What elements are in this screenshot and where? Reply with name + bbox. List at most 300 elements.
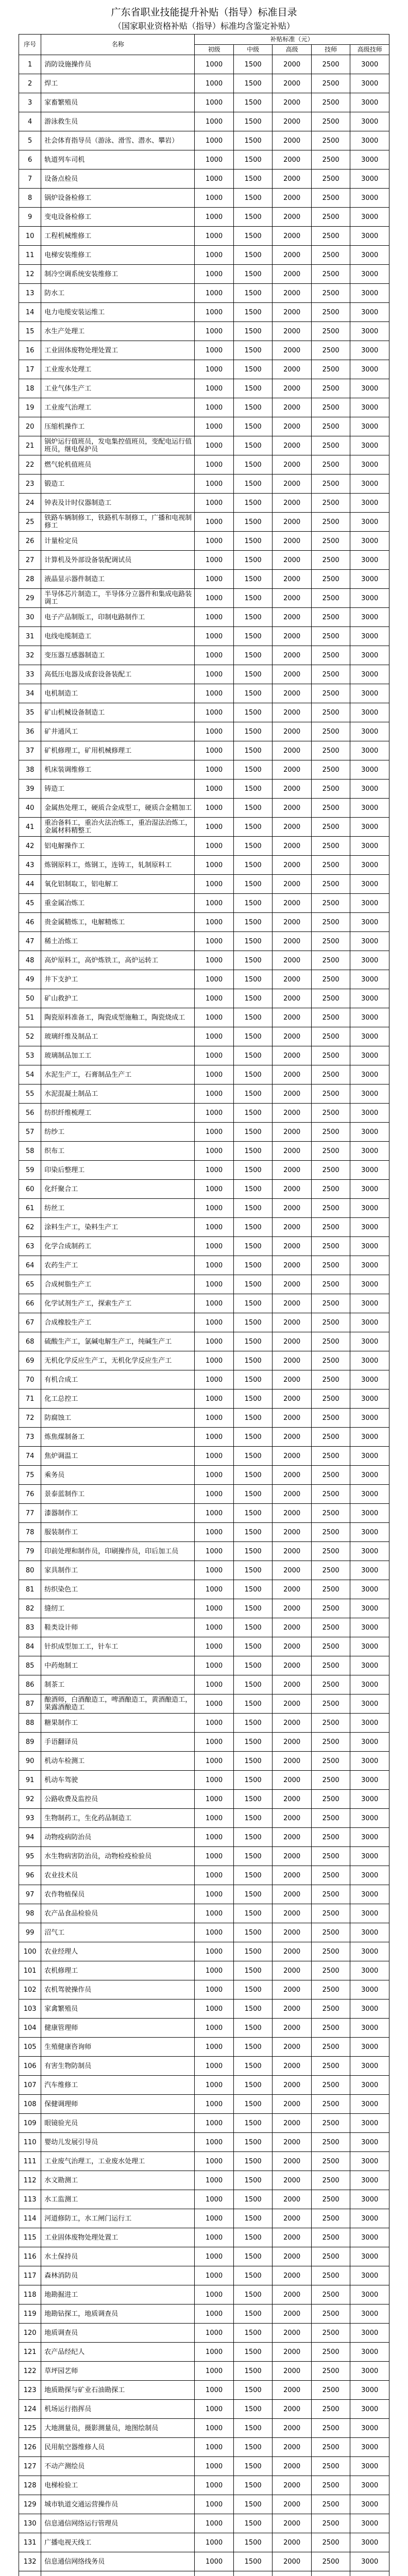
row-number: 106 <box>19 2057 41 2076</box>
row-number: 44 <box>19 875 41 894</box>
subsidy-amount: 1000 <box>195 1504 234 1523</box>
table-row <box>19 2266 389 2285</box>
subsidy-amount: 1500 <box>233 1275 273 1294</box>
subsidy-amount: 1000 <box>195 951 234 970</box>
subsidy-amount: 1500 <box>233 1809 273 1828</box>
subsidy-amount: 2000 <box>273 2076 312 2095</box>
subsidy-amount: 1500 <box>233 1694 273 1714</box>
row-number: 87 <box>19 1694 41 1714</box>
row-number: 18 <box>19 379 41 398</box>
subsidy-amount: 3000 <box>350 1428 389 1447</box>
subsidy-amount: 2000 <box>273 589 312 608</box>
subsidy-amount: 1500 <box>233 1142 273 1161</box>
row-number: 14 <box>19 303 41 322</box>
subsidy-amount: 1000 <box>195 2285 234 2304</box>
subsidy-amount: 3000 <box>350 1828 389 1847</box>
occupation-name: 轨道列车司机 <box>41 150 195 170</box>
row-number: 17 <box>19 360 41 379</box>
table-row <box>19 1885 389 1904</box>
subsidy-amount: 2000 <box>273 1370 312 1389</box>
subsidy-amount: 2000 <box>273 2057 312 2076</box>
subsidy-amount: 1500 <box>233 970 273 989</box>
subsidy-amount: 1000 <box>195 1714 234 1733</box>
table-row <box>19 1752 389 1771</box>
table-row <box>19 2038 389 2057</box>
occupation-name: 重金属冶炼工 <box>41 894 195 913</box>
subsidy-amount: 1500 <box>233 665 273 684</box>
subsidy-amount: 1500 <box>233 1561 273 1580</box>
subsidy-amount: 1000 <box>195 303 234 322</box>
subsidy-amount: 2000 <box>273 741 312 760</box>
table-row <box>19 779 389 799</box>
occupation-name: 乘务员 <box>41 1466 195 1485</box>
occupation-name: 婴幼儿发展引导员 <box>41 2133 195 2152</box>
subsidy-amount: 1000 <box>195 170 234 189</box>
subsidy-amount: 1500 <box>233 2552 273 2571</box>
subsidy-amount: 2500 <box>311 1618 350 1637</box>
page-title: 广东省职业技能提升补贴（指导）标准目录 <box>111 7 297 18</box>
table-row <box>19 398 389 417</box>
subsidy-amount: 1500 <box>233 189 273 208</box>
subsidy-amount: 1500 <box>233 627 273 646</box>
subsidy-amount: 2000 <box>273 1714 312 1733</box>
table-row <box>19 2533 389 2552</box>
subsidy-amount: 1500 <box>233 1733 273 1752</box>
subsidy-amount: 3000 <box>350 2152 389 2171</box>
subsidy-amount: 1500 <box>233 341 273 360</box>
row-number: 104 <box>19 2019 41 2038</box>
table-row <box>19 2457 389 2476</box>
row-number: 96 <box>19 1866 41 1885</box>
subsidy-amount: 3000 <box>350 1409 389 1428</box>
subsidy-amount: 3000 <box>350 455 389 474</box>
subsidy-amount: 1000 <box>195 2038 234 2057</box>
subsidy-amount: 2500 <box>311 2095 350 2114</box>
subsidy-amount: 1000 <box>195 1637 234 1656</box>
subsidy-amount: 2000 <box>273 322 312 341</box>
subsidy-amount: 2000 <box>273 837 312 856</box>
subsidy-amount: 2000 <box>273 2247 312 2266</box>
subsidy-amount: 3000 <box>350 532 389 551</box>
subsidy-amount: 2000 <box>273 1428 312 1447</box>
row-number: 1 <box>19 55 41 74</box>
table-row <box>19 227 389 246</box>
row-number: 132 <box>19 2552 41 2571</box>
subsidy-amount: 2500 <box>311 1980 350 1999</box>
subsidy-amount: 3000 <box>350 379 389 398</box>
occupation-name: 电力电缆安装运维工 <box>41 303 195 322</box>
row-number: 92 <box>19 1790 41 1809</box>
subsidy-amount: 2000 <box>273 1866 312 1885</box>
row-number: 75 <box>19 1466 41 1485</box>
subsidy-amount: 3000 <box>350 360 389 379</box>
table-row <box>19 55 389 74</box>
subsidy-amount <box>195 2571 234 2576</box>
subsidy-amount: 2000 <box>273 1504 312 1523</box>
occupation-name: 机动车驾驶 <box>41 1771 195 1790</box>
occupation-name: 河道修防工，水工闸门运行工 <box>41 2209 195 2228</box>
table-row <box>19 189 389 208</box>
subsidy-amount: 1000 <box>195 894 234 913</box>
row-number: 65 <box>19 1275 41 1294</box>
table-row <box>19 875 389 894</box>
subsidy-amount: 1500 <box>233 170 273 189</box>
header-no: 序号 <box>19 35 41 55</box>
row-number: 97 <box>19 1885 41 1904</box>
subsidy-amount: 3000 <box>350 1389 389 1409</box>
subsidy-amount: 1000 <box>195 532 234 551</box>
table-row <box>19 2419 389 2438</box>
subsidy-amount: 2500 <box>311 1580 350 1599</box>
row-number: 7 <box>19 170 41 189</box>
subsidy-amount: 3000 <box>350 494 389 513</box>
table-row <box>19 1199 389 1218</box>
row-number: 31 <box>19 627 41 646</box>
occupation-name: 沼气工 <box>41 1923 195 1942</box>
row-number: 71 <box>19 1389 41 1409</box>
occupation-name: 家畜繁殖员 <box>41 93 195 112</box>
table-row <box>19 2209 389 2228</box>
subsidy-amount: 2000 <box>273 246 312 265</box>
subsidy-amount: 3000 <box>350 627 389 646</box>
subsidy-amount: 1000 <box>195 970 234 989</box>
subsidy-amount: 2000 <box>273 2095 312 2114</box>
table-row <box>19 1866 389 1885</box>
subsidy-amount: 3000 <box>350 1733 389 1752</box>
subsidy-amount: 2500 <box>311 1370 350 1389</box>
subsidy-amount: 2000 <box>273 1046 312 1065</box>
row-number: 81 <box>19 1580 41 1599</box>
occupation-name: 稀土冶炼工 <box>41 932 195 951</box>
subsidy-amount: 2500 <box>311 2133 350 2152</box>
subsidy-amount: 1500 <box>233 1389 273 1409</box>
subsidy-amount: 1500 <box>233 1599 273 1618</box>
subsidy-amount: 1500 <box>233 589 273 608</box>
subsidy-amount: 2500 <box>311 989 350 1008</box>
table-row <box>19 1847 389 1866</box>
row-number: 10 <box>19 227 41 246</box>
table-row <box>19 2362 389 2381</box>
row-number: 5 <box>19 131 41 150</box>
subsidy-amount: 2000 <box>273 779 312 799</box>
subsidy-amount: 2500 <box>311 684 350 703</box>
subsidy-amount: 2000 <box>273 455 312 474</box>
occupation-name: 工业气体生产工 <box>41 379 195 398</box>
row-number: 119 <box>19 2304 41 2324</box>
subsidy-amount: 3000 <box>350 341 389 360</box>
subsidy-amount: 3000 <box>350 1523 389 1542</box>
subsidy-amount: 2500 <box>311 1256 350 1275</box>
subsidy-amount: 2000 <box>273 1580 312 1599</box>
subsidy-amount: 2500 <box>311 2514 350 2533</box>
occupation-name: 化纤聚合工 <box>41 1180 195 1199</box>
subsidy-amount: 2000 <box>273 1694 312 1714</box>
subsidy-amount: 2500 <box>311 2057 350 2076</box>
occupation-name: 电机制造工 <box>41 684 195 703</box>
table-row <box>19 1675 389 1694</box>
subsidy-amount: 2000 <box>273 2476 312 2495</box>
row-number: 73 <box>19 1428 41 1447</box>
subsidy-amount: 2000 <box>273 2362 312 2381</box>
table-row <box>19 2247 389 2266</box>
subsidy-amount: 1000 <box>195 608 234 627</box>
subsidy-amount: 3000 <box>350 1942 389 1961</box>
table-row <box>19 455 389 474</box>
occupation-name: 炼钢原料工，炼钢工，连铸工，轧制原料工 <box>41 856 195 875</box>
subsidy-amount: 2500 <box>311 2552 350 2571</box>
subsidy-amount: 2000 <box>273 2381 312 2400</box>
subsidy-amount: 1000 <box>195 1694 234 1714</box>
row-number: 77 <box>19 1504 41 1523</box>
subsidy-amount: 1000 <box>195 2400 234 2419</box>
subsidy-amount: 1500 <box>233 2190 273 2209</box>
occupation-name: 广播电视天线工 <box>41 2533 195 2552</box>
row-number: 16 <box>19 341 41 360</box>
subsidy-amount: 2500 <box>311 760 350 779</box>
subsidy-amount: 1500 <box>233 303 273 322</box>
subsidy-amount: 2000 <box>273 1256 312 1275</box>
row-number: 121 <box>19 2343 41 2362</box>
occupation-name: 大地测量员，摄影测量员，地图绘制员 <box>41 2419 195 2438</box>
subsidy-amount: 3000 <box>350 2552 389 2571</box>
subsidy-amount: 1500 <box>233 2247 273 2266</box>
occupation-name: 漆器制作工 <box>41 1504 195 1523</box>
table-row <box>19 1809 389 1828</box>
row-number: 117 <box>19 2266 41 2285</box>
subsidy-amount: 1000 <box>195 1866 234 1885</box>
subsidy-amount: 2000 <box>273 1027 312 1046</box>
subsidy-amount: 2000 <box>273 1218 312 1237</box>
subsidy-amount: 3000 <box>350 170 389 189</box>
table-row <box>19 2285 389 2304</box>
occupation-name: 糖果制作工 <box>41 1714 195 1733</box>
subsidy-amount: 1500 <box>233 2457 273 2476</box>
subsidy-amount: 2000 <box>273 93 312 112</box>
table-row <box>19 2057 389 2076</box>
occupation-name: 生殖健康咨询师 <box>41 2038 195 2057</box>
row-number: 70 <box>19 1370 41 1389</box>
subsidy-amount: 1500 <box>233 2019 273 2038</box>
subsidy-amount: 1000 <box>195 722 234 741</box>
header-level: 高级技师 <box>350 45 389 55</box>
subsidy-amount: 3000 <box>350 398 389 417</box>
subsidy-amount: 1000 <box>195 1752 234 1771</box>
subsidy-amount: 1000 <box>195 1847 234 1866</box>
subsidy-amount: 2500 <box>311 627 350 646</box>
subsidy-amount: 2500 <box>311 436 350 455</box>
subsidy-amount: 1000 <box>195 1599 234 1618</box>
occupation-name: 工业废水处理工 <box>41 360 195 379</box>
header-level: 中级 <box>233 45 273 55</box>
subsidy-amount: 3000 <box>350 1637 389 1656</box>
subsidy-amount: 1500 <box>233 2095 273 2114</box>
subsidy-amount: 1000 <box>195 1065 234 1084</box>
table-row <box>19 93 389 112</box>
subsidy-amount: 3000 <box>350 513 389 532</box>
occupation-name: 化学试剂生产工，探索生产工 <box>41 1294 195 1313</box>
table-row <box>19 1656 389 1675</box>
subsidy-amount: 3000 <box>350 1656 389 1675</box>
subsidy-amount: 2000 <box>273 818 312 837</box>
row-number: 111 <box>19 2152 41 2171</box>
subsidy-amount: 3000 <box>350 1104 389 1123</box>
table-row <box>19 2171 389 2190</box>
subsidy-amount: 1000 <box>195 112 234 131</box>
occupation-name: 计量检定员 <box>41 532 195 551</box>
row-number: 24 <box>19 494 41 513</box>
occupation-name: 合成树脂生产工 <box>41 1275 195 1294</box>
subsidy-amount: 1000 <box>195 1656 234 1675</box>
subsidy-amount: 2500 <box>311 341 350 360</box>
row-number: 116 <box>19 2247 41 2266</box>
subsidy-amount: 2000 <box>273 665 312 684</box>
table-row <box>19 837 389 856</box>
subsidy-amount: 2000 <box>273 570 312 589</box>
subsidy-amount: 2500 <box>311 1542 350 1561</box>
subsidy-amount: 3000 <box>350 189 389 208</box>
subsidy-amount: 1000 <box>195 1104 234 1123</box>
occupation-name: 草坪园艺师 <box>41 2362 195 2381</box>
subsidy-amount: 1500 <box>233 55 273 74</box>
subsidy-amount: 1500 <box>233 2476 273 2495</box>
subsidy-amount: 3000 <box>350 1294 389 1313</box>
subsidy-amount: 2500 <box>311 1447 350 1466</box>
table-row <box>19 513 389 532</box>
table-row <box>19 1485 389 1504</box>
occupation-name: 高低压电器及成套设备装配工 <box>41 665 195 684</box>
table-row <box>19 1008 389 1027</box>
subsidy-amount: 3000 <box>350 932 389 951</box>
subsidy-amount: 2500 <box>311 208 350 227</box>
subsidy-amount: 1500 <box>233 1466 273 1485</box>
header-level: 高级 <box>273 45 312 55</box>
row-number: 45 <box>19 894 41 913</box>
subsidy-amount: 2500 <box>311 2076 350 2095</box>
subsidy-amount: 2000 <box>273 989 312 1008</box>
subsidy-amount: 3000 <box>350 93 389 112</box>
table-row <box>19 1714 389 1733</box>
table-row <box>19 1046 389 1065</box>
subsidy-amount: 1000 <box>195 551 234 570</box>
row-number: 46 <box>19 913 41 932</box>
subsidy-amount: 2000 <box>273 1523 312 1542</box>
subsidy-amount: 1000 <box>195 627 234 646</box>
subsidy-amount: 1500 <box>233 1370 273 1389</box>
occupation-name: 玻璃制品加工工 <box>41 1046 195 1065</box>
subsidy-amount: 2500 <box>311 1866 350 1885</box>
subsidy-amount: 3000 <box>350 894 389 913</box>
subsidy-amount: 1000 <box>195 1351 234 1370</box>
subsidy-amount: 1000 <box>195 2057 234 2076</box>
subsidy-amount: 1000 <box>195 131 234 150</box>
subsidy-amount: 1000 <box>195 665 234 684</box>
subsidy-amount: 3000 <box>350 208 389 227</box>
subsidy-amount: 2000 <box>273 1485 312 1504</box>
table-row <box>19 1561 389 1580</box>
row-number: 67 <box>19 1313 41 1332</box>
subsidy-amount: 2000 <box>273 894 312 913</box>
subsidy-amount: 3000 <box>350 570 389 589</box>
subsidy-amount: 1500 <box>233 322 273 341</box>
subsidy-amount: 1000 <box>195 856 234 875</box>
subsidy-amount: 1500 <box>233 951 273 970</box>
subsidy-amount: 3000 <box>350 2457 389 2476</box>
subsidy-amount: 3000 <box>350 1161 389 1180</box>
subsidy-amount: 3000 <box>350 1866 389 1885</box>
subsidy-amount: 1500 <box>233 150 273 170</box>
table-row <box>19 627 389 646</box>
subsidy-amount: 1000 <box>195 2457 234 2476</box>
subsidy-amount: 2000 <box>273 1961 312 1980</box>
row-number: 107 <box>19 2076 41 2095</box>
subsidy-amount: 2500 <box>311 1275 350 1294</box>
subsidy-amount: 1500 <box>233 2057 273 2076</box>
subsidy-amount: 1000 <box>195 1027 234 1046</box>
subsidy-amount: 1500 <box>233 2171 273 2190</box>
subsidy-amount: 2000 <box>273 2400 312 2419</box>
subsidy-amount: 2000 <box>273 2190 312 2209</box>
subsidy-amount: 3000 <box>350 74 389 93</box>
row-number: 51 <box>19 1008 41 1027</box>
subsidy-amount: 1500 <box>233 1351 273 1370</box>
subsidy-amount: 1500 <box>233 398 273 417</box>
subsidy-amount: 2000 <box>273 2152 312 2171</box>
table-row <box>19 1961 389 1980</box>
table-row <box>19 2476 389 2495</box>
subsidy-amount: 1500 <box>233 1504 273 1523</box>
subsidy-amount: 1000 <box>195 1580 234 1599</box>
occupation-name: 水土保持员 <box>41 2247 195 2266</box>
table-row <box>19 170 389 189</box>
subsidy-amount: 1500 <box>233 2419 273 2438</box>
subsidy-amount: 2000 <box>273 2552 312 2571</box>
subsidy-amount: 2500 <box>311 265 350 284</box>
subsidy-amount: 1000 <box>195 703 234 722</box>
row-number: 101 <box>19 1961 41 1980</box>
table-row <box>19 1733 389 1752</box>
subsidy-amount: 2000 <box>273 1351 312 1370</box>
subsidy-amount: 2000 <box>273 1294 312 1313</box>
occupation-name: 社会体育指导员（游泳、滑雪、潜水、攀岩） <box>41 131 195 150</box>
subsidy-amount: 2000 <box>273 646 312 665</box>
subsidy-amount: 1000 <box>195 2171 234 2190</box>
subsidy-amount: 1500 <box>233 1980 273 1999</box>
subsidy-amount: 3000 <box>350 779 389 799</box>
subsidy-amount: 3000 <box>350 2304 389 2324</box>
subsidy-amount: 2000 <box>273 551 312 570</box>
occupation-name: 水泥混凝土制品工 <box>41 1084 195 1104</box>
subsidy-amount: 2000 <box>273 1123 312 1142</box>
subsidy-amount: 1000 <box>195 570 234 589</box>
table-row <box>19 1923 389 1942</box>
row-number: 33 <box>19 665 41 684</box>
subsidy-amount: 2000 <box>273 951 312 970</box>
row-number: 91 <box>19 1771 41 1790</box>
subsidy-amount: 1000 <box>195 1428 234 1447</box>
subsidy-amount: 1500 <box>233 2285 273 2304</box>
subsidy-amount: 1000 <box>195 2076 234 2095</box>
subsidy-amount: 2000 <box>273 1389 312 1409</box>
subsidy-amount: 1500 <box>233 1084 273 1104</box>
subsidy-amount: 2000 <box>273 74 312 93</box>
subsidy-amount: 2500 <box>311 1809 350 1828</box>
subsidy-amount: 2000 <box>273 684 312 703</box>
subsidy-amount: 2000 <box>273 703 312 722</box>
subsidy-amount: 1500 <box>233 989 273 1008</box>
subsidy-amount: 1000 <box>195 227 234 246</box>
subsidy-amount: 1500 <box>233 646 273 665</box>
subsidy-amount: 1000 <box>195 2019 234 2038</box>
